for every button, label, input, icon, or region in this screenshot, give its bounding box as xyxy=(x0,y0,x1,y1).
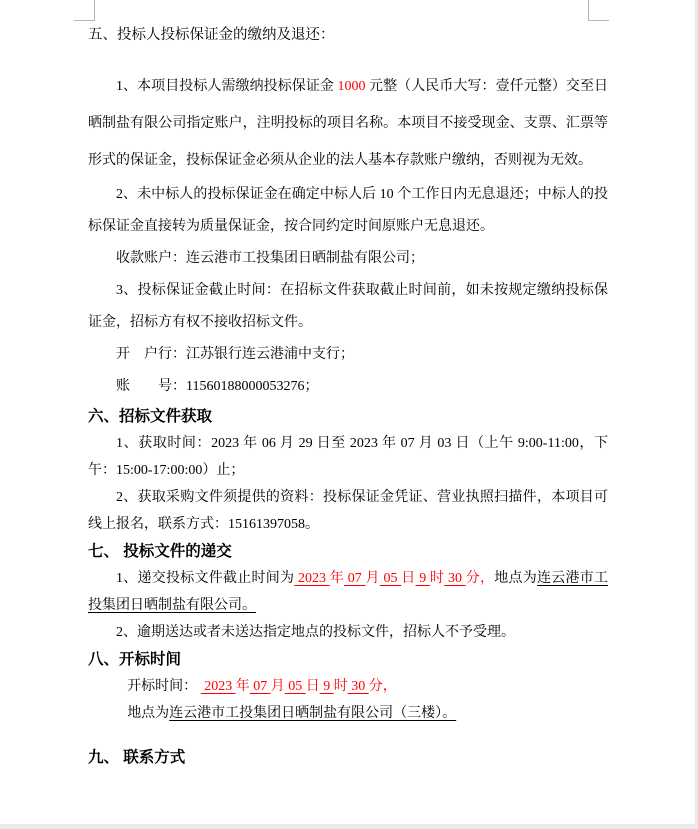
text-run: 05 xyxy=(284,679,306,694)
text-run: 年 xyxy=(329,571,344,586)
text-run: 2、获取采购文件须提供的资料：投标保证金凭证、营业执照扫描件，本项目可线上报名，联系方式：15161397058。 xyxy=(88,490,608,532)
text-run: 年 xyxy=(235,679,250,694)
para-refund xyxy=(88,179,608,243)
text-run: 连云港市工投集团日晒制盐有限公司。 xyxy=(88,571,608,613)
text-run: 9 xyxy=(319,679,334,694)
section8-heading xyxy=(88,646,608,673)
text-run: 9 xyxy=(415,571,430,586)
text-run: 1、获取时间：2023 年 06 月 29 日至 2023 年 07 月 03 日（上午 9:00-11:00，下午：15:00-17:00:00）止； xyxy=(88,436,608,478)
text-run: 收款账户：连云港市工投集团日晒制盐有限公司； xyxy=(116,251,424,266)
para-opening-time xyxy=(88,673,608,700)
text-run: 2、未中标人的投标保证金在确定中标人后 10 个工作日内无息退还；中标人的投标保证金直接转为质量保证金，按合同约定时间原账户无息退还。 xyxy=(88,187,608,234)
text-run: 2、逾期送达或者未送达指定地点的投标文件，招标人不予受理。 xyxy=(116,625,515,640)
text-run: 分 xyxy=(368,679,383,694)
para-deposit-amount xyxy=(88,68,608,179)
para-deposit-deadline xyxy=(88,275,608,339)
text-run: 1、递交投标文件截止时间为 xyxy=(116,571,295,586)
para-submission-deadline xyxy=(88,565,608,619)
text-run: 月 xyxy=(365,571,380,586)
para-bank xyxy=(88,339,608,371)
text-run: 分 xyxy=(465,571,480,586)
para-account-number xyxy=(88,371,608,403)
text-run: 07 xyxy=(344,571,366,586)
text-run: 地点为 xyxy=(127,706,170,721)
text-run: 日 xyxy=(305,679,320,694)
text-run: 地点为 xyxy=(494,571,537,586)
text-run: ， xyxy=(480,571,495,586)
text-run: 八、开标时间 xyxy=(88,651,182,668)
text-run: 2023 xyxy=(294,571,330,586)
text-run: 开标时间： xyxy=(127,679,201,694)
text-run: 六、招标文件获取 xyxy=(88,408,213,425)
text-run: 时 xyxy=(333,679,348,694)
section6-heading xyxy=(88,403,608,430)
margin-crop-mark-right xyxy=(588,0,609,21)
document-content xyxy=(88,22,608,771)
text-run: 1000 xyxy=(337,79,366,94)
text-run: 五、投标人投标保证金的缴纳及退还： xyxy=(88,27,335,43)
para-overdue xyxy=(88,619,608,646)
text-run: 1、本项目投标人需缴纳投标保证金 xyxy=(116,79,338,94)
text-run: 2023 xyxy=(200,679,236,694)
text-run: 30 xyxy=(444,571,466,586)
para-opening-location xyxy=(88,700,608,727)
text-run: 元整（人民币大写：壹仟元整）交至日晒制盐有限公司指定账户，注明投标的项目名称。本项目不接受现金、支票、汇票等形式的保证金，投标保证金必须从企业的法人基本存款账户缴纳，否则视为无效。 xyxy=(88,79,608,168)
para-obtain-materials xyxy=(88,484,608,538)
text-run: 账 号：11560188000053276； xyxy=(116,379,319,394)
text-run: ， xyxy=(382,679,397,694)
section9-heading xyxy=(88,744,608,771)
text-run: 九、 联系方式 xyxy=(88,749,186,766)
section5-heading xyxy=(88,22,608,48)
para-payee-account xyxy=(88,243,608,275)
section7-heading xyxy=(88,538,608,565)
para-obtain-time xyxy=(88,430,608,484)
text-run: 日 xyxy=(401,571,416,586)
text-run: 开 户行：江苏银行连云港浦中支行； xyxy=(116,347,354,362)
text-run: 05 xyxy=(379,571,402,586)
text-run: 07 xyxy=(249,679,271,694)
text-run: 30 xyxy=(347,679,369,694)
margin-crop-mark-left xyxy=(74,0,95,21)
text-run: 连云港市工投集团日晒制盐有限公司（三楼）。 xyxy=(169,706,457,721)
text-run: 七、 投标文件的递交 xyxy=(88,543,232,560)
text-run: 月 xyxy=(270,679,285,694)
text-run: 3、投标保证金截止时间：在招标文件获取截止时间前，如未按规定缴纳投标保证金，招标方有权不接收招标文件。 xyxy=(88,283,608,330)
text-run: 时 xyxy=(430,571,445,586)
